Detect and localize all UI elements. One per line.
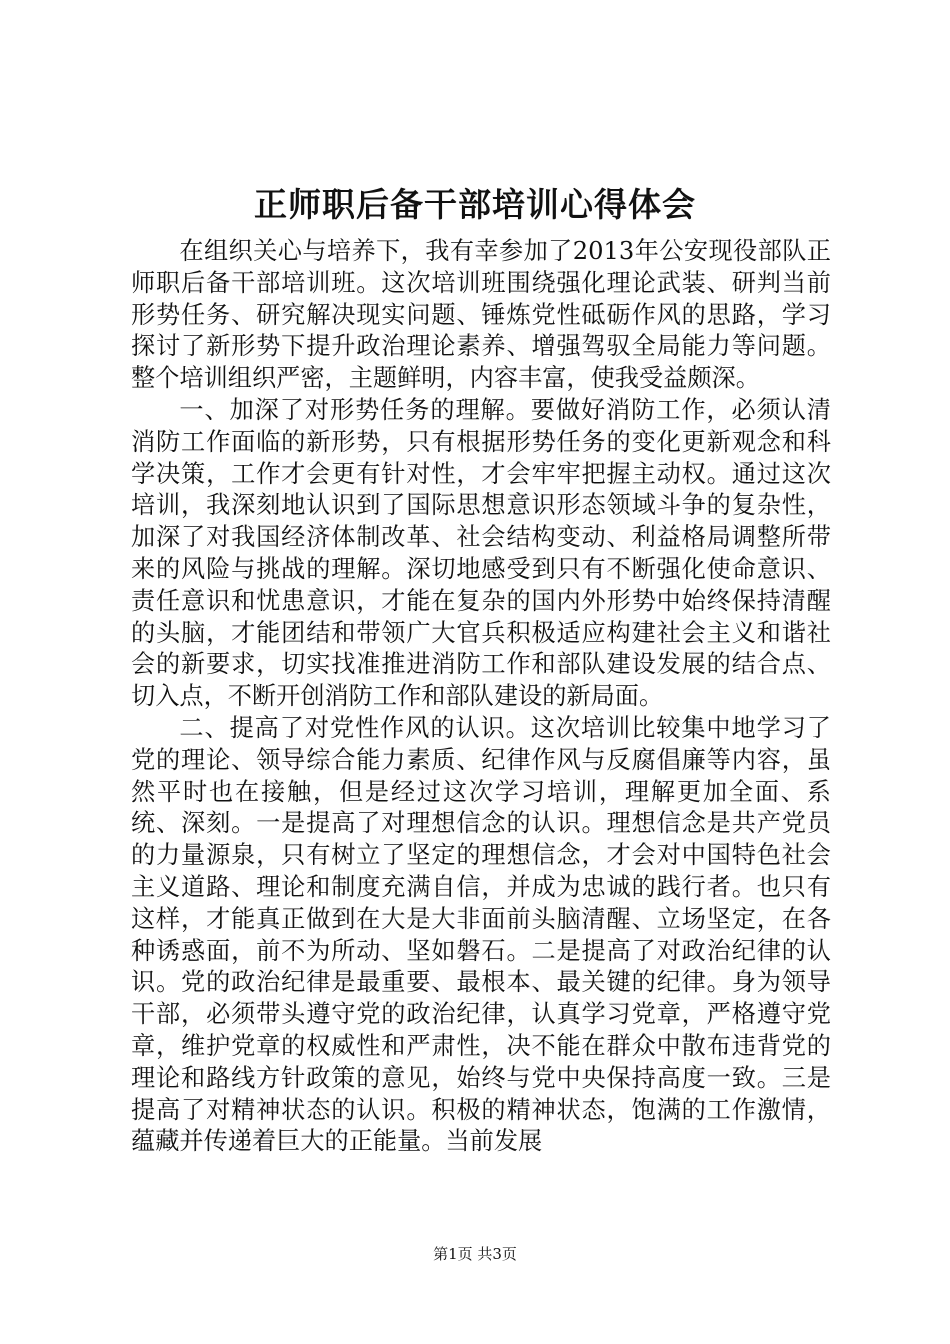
paragraph-intro: 在组织关心与培养下，我有幸参加了2013年公安现役部队正师职后备干部培训班。这次培训班围绕强化理论武装、研判当前形势任务、研究解决现实问题、锤炼党性砥砺作风的思路，学习探讨了新形势下提升政治理论素养、增强驾驭全局能力等问题。整个培训组织严密，主题鲜明，内容丰富，使我受益颇深。 [131, 237, 831, 393]
document-title: 正师职后备干部培训心得体会 [254, 185, 696, 224]
page-number-footer: 第1页 共3页 [433, 1245, 517, 1263]
paragraph-section-two: 二、提高了对党性作风的认识。这次培训比较集中地学习了党的理论、领导综合能力素质、纪律作风与反腐倡廉等内容，虽然平时也在接触，但是经过这次学习培训，理解更加全面、系统、深刻。一是提高了对理想信念的认识。理想信念是共产党员的力量源泉，只有树立了坚定的理想信念，才会对中国特色社会主义道路、理论和制度充满自信，并成为忠诚的践行者。也只有这样，才能真正做到在大是大非面前头脑清醒、立场坚定，在各种诱惑面，前不为所动、坚如磐石。二是提高了对政治纪律的认识。党的政治纪律是最重要、最根本、最关键的纪律。身为领导干部，必须带头遵守党的政治纪律，认真学习党章，严格遵守党章，维护党章的权威性和严肃性，决不能在群众中散布违背党的理论和路线方针政策的意见，始终与党中央保持高度一致。三是提高了对精神状态的认识。积极的精神状态，饱满的工作激情，蕴藏并传递着巨大的正能量。当前发展 [131, 713, 831, 1156]
paragraph-section-one: 一、加深了对形势任务的理解。要做好消防工作，必须认清消防工作面临的新形势，只有根据形势任务的变化更新观念和科学决策，工作才会更有针对性，才会牢牢把握主动权。通过这次培训，我深刻地认识到了国际思想意识形态领域斗争的复杂性，加深了对我国经济体制改革、社会结构变动、利益格局调整所带来的风险与挑战的理解。深切地感受到只有不断强化使命意识、责任意识和忧患意识，才能在复杂的国内外形势中始终保持清醒的头脑，才能团结和带领广大官兵积极适应构建社会主义和谐社会的新要求，切实找准推进消防工作和部队建设发展的结合点、切入点，不断开创消防工作和部队建设的新局面。 [131, 395, 831, 711]
document-body [131, 236, 831, 1158]
